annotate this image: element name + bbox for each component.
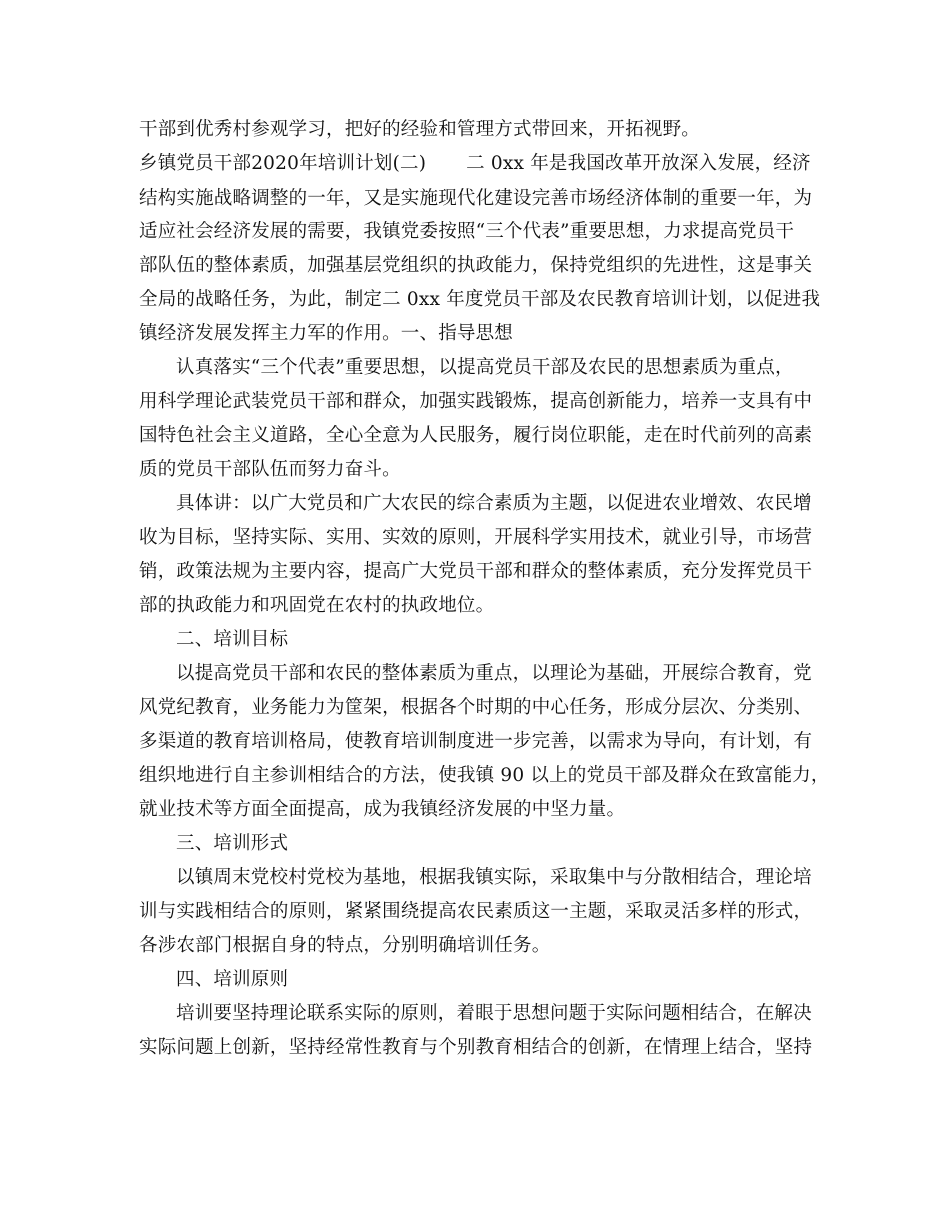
text-line: 适应社会经济发展的需要，我镇党委按照“三个代表”重要思想，力求提高党员干 <box>139 221 795 242</box>
text-line: 培训要坚持理论联系实际的原则，着眼于思想问题于实际问题相结合，在解决 <box>176 1003 812 1024</box>
section-heading: 二、培训目标 <box>176 629 289 650</box>
text-line: 国特色社会主义道路，全心全意为人民服务，履行岗位职能，走在时代前列的高素 <box>139 425 813 446</box>
text-line: 销，政策法规为主要内容，提高广大党员干部和群众的整体素质，充分发挥党员干 <box>139 561 813 582</box>
text-line: 干部到优秀村参观学习，把好的经验和管理方式带回来，开拓视野。 <box>139 119 701 140</box>
text-line: 全局的战略任务，为此，制定二 0xx 年度党员干部及农民教育培训计划，以促进我 <box>139 289 821 310</box>
text-line: 各涉农部门根据自身的特点，分别明确培训任务。 <box>139 935 551 956</box>
text-line: 多渠道的教育培训格局，使教育培训制度进一步完善，以需求为导向，有计划，有 <box>139 731 813 752</box>
text-line: 实际问题上创新，坚持经常性教育与个别教育相结合的创新，在情理上结合，坚持 <box>139 1037 813 1058</box>
text-line: 结构实施战略调整的一年，又是实施现代化建设完善市场经济体制的重要一年，为 <box>139 188 813 209</box>
text-line: 训与实践相结合的原则，紧紧围绕提高农民素质这一主题，采取灵活多样的形式， <box>139 901 813 922</box>
text-segment: 二 0xx 年是我国改革开放深入发展，经济 <box>466 153 811 174</box>
text-line: 以镇周末党校村党校为基地，根据我镇实际，采取集中与分散相结合，理论培 <box>176 867 812 888</box>
text-line: 镇经济发展发挥主力军的作用。一、指导思想 <box>139 323 514 344</box>
text-line: 用科学理论武装党员干部和群众，加强实践锻炼，提高创新能力，培养一支具有中 <box>139 391 813 412</box>
text-line: 部队伍的整体素质，加强基层党组织的执政能力，保持党组织的先进性，这是事关 <box>139 255 813 276</box>
text-line <box>139 151 839 177</box>
text-line: 风党纪教育，业务能力为筐架，根据各个时期的中心任务，形成分层次、分类别、 <box>139 697 813 718</box>
text-line: 收为目标，坚持实际、实用、实效的原则，开展科学实用技术，就业引导，市场营 <box>139 527 813 548</box>
text-line: 组织地进行自主参训相结合的方法，使我镇 90 以上的党员干部及群众在致富能力， <box>139 765 830 786</box>
text-line: 就业技术等方面全面提高，成为我镇经济发展的中坚力量。 <box>139 799 626 820</box>
section-heading: 三、培训形式 <box>176 833 289 854</box>
text-line: 部的执政能力和巩固党在农村的执政地位。 <box>139 595 495 616</box>
section-title: 乡镇党员干部2020年培训计划(二) <box>139 153 427 174</box>
text-line: 以提高党员干部和农民的整体素质为重点，以理论为基础，开展综合教育，党 <box>176 663 812 684</box>
text-line: 具体讲：以广大党员和广大农民的综合素质为主题，以促进农业增效、农民增 <box>176 493 812 514</box>
text-line: 认真落实“三个代表”重要思想，以提高党员干部及农民的思想素质为重点， <box>176 357 794 378</box>
text-line: 质的党员干部队伍而努力奋斗。 <box>139 459 401 480</box>
section-heading: 四、培训原则 <box>176 969 289 990</box>
